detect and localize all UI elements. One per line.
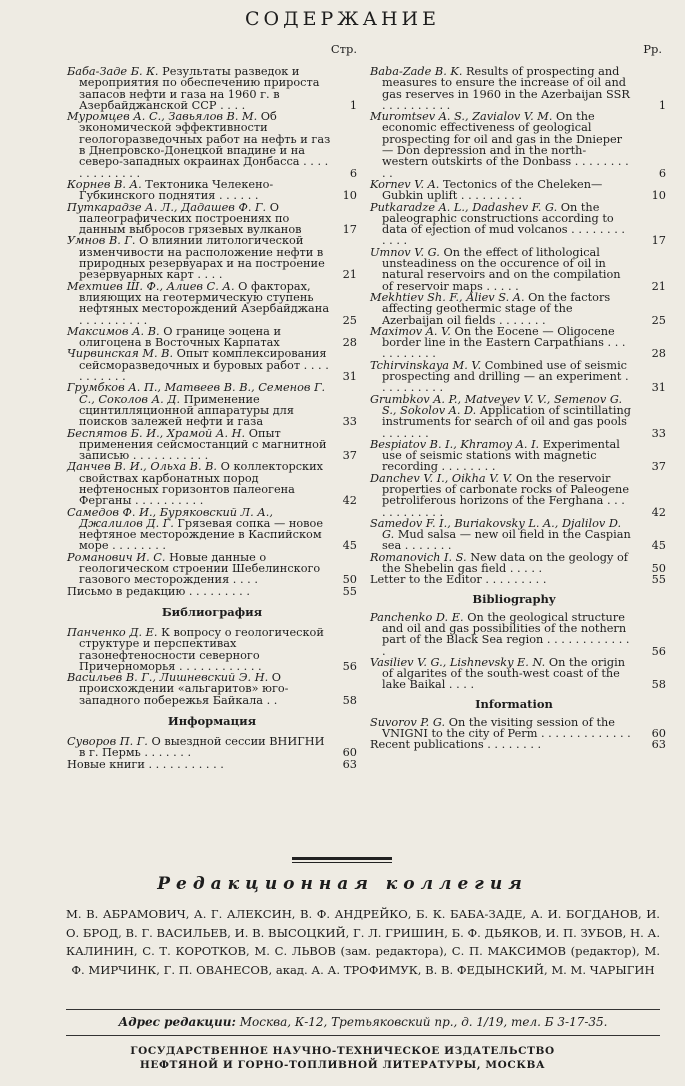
- entry-title: Опыт комплексирования сейсморазведочных и буровых работ . . . . . . . . . . .: [79, 347, 329, 384]
- entry-author: Grumbkov A. P., Matveyev V. V., Semenov G. S., Sokolov A. D.: [370, 392, 623, 417]
- contents-entry: [67, 326, 357, 349]
- entry-page-number: 60: [342, 746, 357, 760]
- contents-entry: [67, 507, 357, 552]
- entry-text: [67, 382, 331, 427]
- entry-title: On the effect of lithological unsteadiness on the occurence of oil in natural reservoirs and on the compilation of reservoir maps . . . . .: [382, 245, 621, 293]
- entry-page-number: 45: [342, 539, 357, 553]
- entry-title: Results of prospecting and measures to ensure the increase of oil and gas reserves in 1960 in the Azerbaijan SSR . . . . . . . . . .: [382, 65, 630, 112]
- contents-entry: [370, 245, 666, 293]
- entry-title: Письмо в редакцию . . . . . . . . .: [67, 584, 250, 598]
- entry-page-number: 6: [349, 166, 357, 180]
- entry-author: Суворов П. Г.: [67, 735, 148, 749]
- entry-text: [67, 202, 331, 236]
- entry-text: [67, 507, 331, 552]
- entry-title: New data on the geology of the Shebelin gas field . . . . .: [382, 550, 628, 576]
- page-column-label: Стр.: [330, 42, 357, 56]
- entry-page-number: 21: [342, 268, 357, 282]
- entry-author: Umnov V. G.: [370, 245, 440, 259]
- entry-page-number: 42: [651, 505, 666, 519]
- section-heading-bibliography: Библиография: [161, 604, 263, 619]
- contents-entry: [67, 382, 357, 427]
- entry-text: [370, 66, 632, 111]
- contents-entry: [67, 111, 357, 179]
- entry-text: [67, 428, 331, 462]
- entry-text: [370, 394, 632, 439]
- contents-list-information: [370, 715, 666, 752]
- entry-text: [370, 552, 632, 575]
- contents-entry: [370, 738, 666, 752]
- entry-text: [370, 739, 632, 750]
- entry-title: On the factors affecting geothermic stage of the Azerbaijan oil fields . . . . . . .: [382, 290, 611, 327]
- entry-text: [370, 360, 632, 394]
- entry-title: Experimental use of seismic stations with magnetic recording . . . . . . . .: [382, 437, 620, 474]
- contents-entry: [67, 627, 357, 672]
- entry-page-number: 58: [342, 693, 357, 707]
- entry-title: О коллекторских свойствах карбонатных пород нефтеносных горизонтов палеогена Ферганы . . . . . . . . . .: [79, 460, 324, 508]
- entry-author: Грумбков А. П., Матвеев В. В., Семенов Г. С., Соколов А. Д.: [67, 381, 326, 406]
- entry-author: Panchenko D. E.: [370, 610, 464, 624]
- entry-text: [370, 292, 632, 326]
- entry-author: Putkaradze A. L., Dadashev F. G.: [370, 200, 558, 214]
- divider-rule-thin: [292, 862, 392, 863]
- entry-text: [370, 326, 632, 360]
- contents-entry: [67, 235, 357, 280]
- entry-author: Чирвинская М. В.: [67, 347, 174, 361]
- entry-page-number: 10: [342, 189, 357, 203]
- contents-column-russian: [67, 42, 357, 770]
- entry-page-number: 60: [651, 727, 666, 741]
- contents-entry: [67, 179, 357, 202]
- entry-author: Romanovich I. S.: [370, 550, 467, 564]
- entry-title: On the origin of algarites of the south-west coast of the lake Baikal . . . .: [382, 655, 625, 692]
- contents-entry: [67, 202, 357, 236]
- entry-author: Максимов А. В.: [67, 324, 160, 338]
- entry-title: Применение сцинтилляционной аппаратуры для поисков залежей нефти и газа: [79, 392, 294, 429]
- entry-text: [370, 439, 632, 473]
- section-heading-information: Information: [475, 696, 553, 711]
- entry-author: Путкарадзе А. Л., Дадашев Ф. Г.: [67, 200, 267, 214]
- entry-title: On the paleographic constructions according to data of ejection of mud volcanos . . . . . . . . . . . .: [382, 200, 625, 248]
- contents-entry: [67, 281, 357, 326]
- contents-entry: [370, 655, 666, 692]
- entry-title: On the economic effectiveness of geological prospecting for oil and gas in the Dnieper — Don depression and in the north-western outskirts of the Donbass . . . . . . . . . .: [382, 110, 629, 180]
- entry-page-number: 63: [342, 757, 357, 771]
- contents-entry: [370, 715, 666, 741]
- contents-list-main: [370, 65, 666, 587]
- entry-author: Mekhtiev Sh. F., Aliev S. A.: [370, 290, 525, 304]
- entry-text: [370, 612, 632, 657]
- entry-title: Recent publications . . . . . . . .: [370, 738, 542, 752]
- entry-author: Bespiatov B. I., Khramoy A. I.: [370, 437, 540, 451]
- contents-entry: [67, 348, 357, 382]
- entry-page-number: 28: [342, 336, 357, 350]
- entry-title: Tectonics of the Cheleken—Gubkin uplift . . . . . . . . .: [382, 177, 603, 203]
- entry-page-number: 50: [651, 562, 666, 576]
- entry-page-number: 56: [651, 644, 666, 658]
- contents-entry: [67, 586, 357, 597]
- contents-list-bibliography: [370, 610, 666, 692]
- entry-author: Романович И. С.: [67, 550, 166, 564]
- entry-page-number: 1: [349, 98, 357, 112]
- entry-text: [67, 66, 331, 111]
- entry-page-number: 63: [651, 738, 666, 752]
- entry-text: [370, 202, 632, 247]
- publisher-line: НЕФТЯНОЙ И ГОРНО-ТОПЛИВНОЙ ЛИТЕРАТУРЫ, МОСКВА: [139, 1059, 546, 1071]
- entry-page-number: 55: [651, 573, 666, 587]
- editorial-board-title: Редакционная коллегия: [157, 874, 528, 894]
- contents-column-english: [370, 42, 666, 752]
- entry-author: Suvorov P. G.: [370, 715, 446, 729]
- entry-text: [370, 717, 632, 740]
- entry-text: [67, 552, 331, 586]
- entry-text: [67, 348, 331, 382]
- entry-page-number: 17: [651, 234, 666, 248]
- entry-page-number: 31: [342, 370, 357, 384]
- contents-list-main: [67, 66, 357, 597]
- contents-entry: [370, 324, 666, 361]
- entry-title: Новые книги . . . . . . . . . . .: [67, 757, 224, 771]
- page-column-label: Pp.: [643, 42, 662, 56]
- contents-entry: [67, 736, 357, 759]
- entry-author: Tchirvinskaya M. V.: [370, 358, 482, 372]
- entry-title: On the geological structure and oil and gas possibilities of the nothern part of the Black Sea region . . . . . . . . . . . . .: [382, 610, 630, 658]
- entry-text: [67, 179, 331, 202]
- entry-title: К вопросу о геологической структуре и перспективах газонефтеносности северного Причерноморья . . . . . . . . . . . .: [79, 625, 324, 673]
- entry-title: О палеографических построениях по данным выбросов грязевых вулканов: [79, 200, 302, 237]
- entry-page-number: 33: [651, 426, 666, 440]
- contents-list-information: [67, 736, 357, 770]
- entry-page-number: 25: [651, 313, 666, 327]
- contents-entry: [370, 110, 666, 180]
- contents-entry: [370, 471, 666, 519]
- editorial-address: [66, 1015, 660, 1029]
- entry-author: Умнов В. Г.: [67, 234, 136, 248]
- section-heading-bibliography: Bibliography: [472, 591, 556, 606]
- address-text: Москва, К-12, Третьяковский пр., д. 1/19, тел. Б 3-17-35.: [239, 1015, 608, 1029]
- entry-title: Результаты разведок и мероприятия по обеспечению прироста запасов нефти и газа на 1960 г. в Азербайджанской ССР . . . .: [79, 65, 320, 112]
- entry-text: [67, 736, 331, 759]
- contents-entry: [370, 177, 666, 203]
- entry-title: О выездной сессии ВНИГНИ в г. Пермь . . . . . . .: [79, 735, 325, 760]
- contents-entry: [370, 437, 666, 474]
- entry-author: Мехтиев Ш. Ф., Алиев С. А.: [67, 279, 235, 293]
- entry-text: [370, 247, 632, 292]
- entry-page-number: 33: [342, 415, 357, 429]
- entry-text: [67, 281, 331, 326]
- contents-entry: [370, 358, 666, 395]
- entry-title: Тектоника Челекено-Губкинского поднятия . . . . . .: [79, 177, 274, 203]
- contents-entry: [370, 610, 666, 658]
- entry-page-number: 6: [658, 166, 666, 180]
- entry-title: О факторах, влияющих на геотермическую ступень нефтяных месторождений Азербайджана . . . . . . . . . .: [79, 279, 330, 327]
- entry-text: [67, 759, 331, 770]
- entry-author: Vasiliev V. G., Lishnevsky E. N.: [370, 655, 546, 669]
- entry-text: [67, 461, 331, 506]
- contents-entry: [370, 65, 666, 112]
- entry-page-number: 37: [342, 449, 357, 463]
- publisher-imprint: [0, 1044, 685, 1072]
- entry-author: Васильев В. Г., Лишневский Э. Н.: [67, 671, 269, 685]
- entry-page-number: 1: [658, 98, 666, 112]
- entry-title: On the Eocene — Oligocene border line in the Eastern Carpathians . . . . . . . . . . .: [382, 324, 626, 361]
- entry-title: О происхождении «альгаритов» юго-западного побережья Байкала . .: [79, 671, 289, 707]
- section-heading-information: Информация: [167, 714, 257, 729]
- entry-title: Mud salsa — new oil field in the Caspian sea . . . . . . .: [382, 528, 631, 553]
- entry-author: Данчев В. И., Ольха В. В.: [67, 460, 218, 474]
- entry-page-number: 10: [651, 189, 666, 203]
- contents-entry: [370, 550, 666, 576]
- publisher-line: ГОСУДАРСТВЕННОЕ НАУЧНО-ТЕХНИЧЕСКОЕ ИЗДАТЕЛЬСТВО: [130, 1045, 555, 1057]
- address-rule-top: [66, 1009, 660, 1010]
- entry-title: Грязевая сопка — новое нефтяное месторождение в Каспийском море . . . . . . . .: [79, 516, 324, 553]
- entry-author: Муромцев А. С., Завьялов В. М.: [67, 110, 258, 124]
- contents-entry: [370, 392, 666, 440]
- entry-page-number: 21: [651, 279, 666, 293]
- entry-page-number: 28: [651, 347, 666, 361]
- contents-entry: [67, 552, 357, 586]
- entry-text: [370, 111, 632, 179]
- contents-entry: [67, 672, 357, 706]
- entry-author: Корнев В. А.: [67, 177, 142, 191]
- entry-text: [67, 627, 331, 672]
- contents-entry: [67, 66, 357, 111]
- entry-page-number: 37: [651, 460, 666, 474]
- page-title: СОДЕРЖАНИЕ: [245, 8, 440, 30]
- entry-title: On the reservoir properties of carbonate rocks of Paleogene petroliferous horizons of the Ferghana . . . . . . . . . . . .: [382, 471, 630, 519]
- address-label: Адрес редакции:: [118, 1015, 236, 1029]
- entry-text: [370, 657, 632, 691]
- entry-author: Danchev V. I., Oikha V. V.: [370, 471, 513, 485]
- entry-author: Samedov F. I., Buriakovsky L. A., Djalilov D. G.: [370, 516, 622, 542]
- entry-page-number: 58: [651, 678, 666, 692]
- entry-text: [370, 473, 632, 518]
- entry-text: [67, 326, 331, 349]
- entry-text: [370, 518, 632, 552]
- contents-entry: [67, 461, 357, 506]
- entry-text: [370, 574, 632, 585]
- entry-title: О влиянии литологической изменчивости на расположение нефти в природных резервуарах и на построение резервуарных карт . . . .: [79, 234, 325, 282]
- entry-title: Combined use of seismic prospecting and drilling — an experiment . . . . . . . . . .: [382, 358, 629, 395]
- entry-page-number: 31: [651, 381, 666, 395]
- entry-text: [67, 111, 331, 179]
- entry-title: Об экономической эффективности геологоразведочных работ на нефть и газ в Днепровско-Донецкой впадине и на северо-западных окраинах Донбасса . . . . . . . . . . . . .: [79, 110, 331, 180]
- address-rule-bottom: [66, 1035, 660, 1036]
- contents-entry: [370, 200, 666, 248]
- entry-author: Muromtsev A. S., Zavialov V. M.: [370, 110, 553, 124]
- divider-rule: [292, 857, 392, 860]
- entry-title: Опыт применения сейсмостанций с магнитной записью . . . . . . . . . . .: [79, 426, 327, 463]
- entry-title: Новые данные о геологическом строении Шебелинского газового месторождения . . . .: [79, 550, 321, 587]
- entry-page-number: 42: [342, 494, 357, 508]
- entry-page-number: 45: [651, 539, 666, 553]
- contents-entry: [370, 290, 666, 327]
- entry-title: On the visiting session of the VNIGNI to the city of Perm . . . . . . . . . . . . .: [382, 715, 631, 741]
- entry-page-number: 50: [342, 573, 357, 587]
- entry-page-number: 25: [342, 313, 357, 327]
- entry-author: Maximov A. V.: [370, 324, 451, 338]
- entry-title: Letter to the Editor . . . . . . . . .: [370, 573, 547, 587]
- entry-page-number: 56: [342, 659, 357, 673]
- contents-entry: [67, 428, 357, 462]
- contents-entry: [370, 573, 666, 587]
- entry-title: О границе эоцена и олигоцена в Восточных Карпатах: [79, 324, 282, 350]
- entry-author: Baba-Zade B. K.: [370, 65, 463, 78]
- entry-text: [67, 586, 331, 597]
- entry-author: Самедов Ф. И., Буряковский Л. А., Джалилов Д. Г.: [67, 505, 273, 530]
- contents-list-bibliography: [67, 627, 357, 706]
- contents-entry: [67, 759, 357, 770]
- entry-page-number: 17: [342, 223, 357, 237]
- editorial-board-members: М. В. АБРАМОВИЧ, А. Г. АЛЕКСИН, В. Ф. АНДРЕЙКО, Б. К. БАБА-ЗАДЕ, А. И. БОГДАНОВ, И. О. БРОД, В. Г. ВАСИЛЬЕВ, И. В. ВЫСОЦКИЙ, Г. Л. ГРИШИН, Б. Ф. ДЬЯКОВ, И. П. ЗУБОВ, Н. А. КАЛИНИН, С. Т. КОРОТКОВ, М. С. ЛЬВОВ (зам. редактора), С. П. МАКСИМОВ (редактор), М. Ф. МИРЧИНК, Г. П. ОВАНЕСОВ, акад. А. А. ТРОФИМУК, В. В. ФЕДЫНСКИЙ, М. М. ЧАРЫГИН: [66, 907, 660, 977]
- entry-author: Kornev V. A.: [370, 177, 440, 191]
- contents-entry: [370, 516, 666, 553]
- entry-author: Панченко Д. Е.: [67, 625, 158, 639]
- entry-text: [67, 235, 331, 280]
- entry-author: Баба-Заде Б. К.: [67, 65, 159, 78]
- entry-text: [67, 672, 331, 706]
- entry-text: [370, 179, 632, 202]
- entry-author: Беспятов Б. И., Храмой А. Н.: [67, 426, 246, 440]
- entry-title: Application of scintillating instruments for search of oil and gas pools . . . . . . .: [382, 403, 631, 440]
- entry-page-number: 55: [342, 584, 357, 598]
